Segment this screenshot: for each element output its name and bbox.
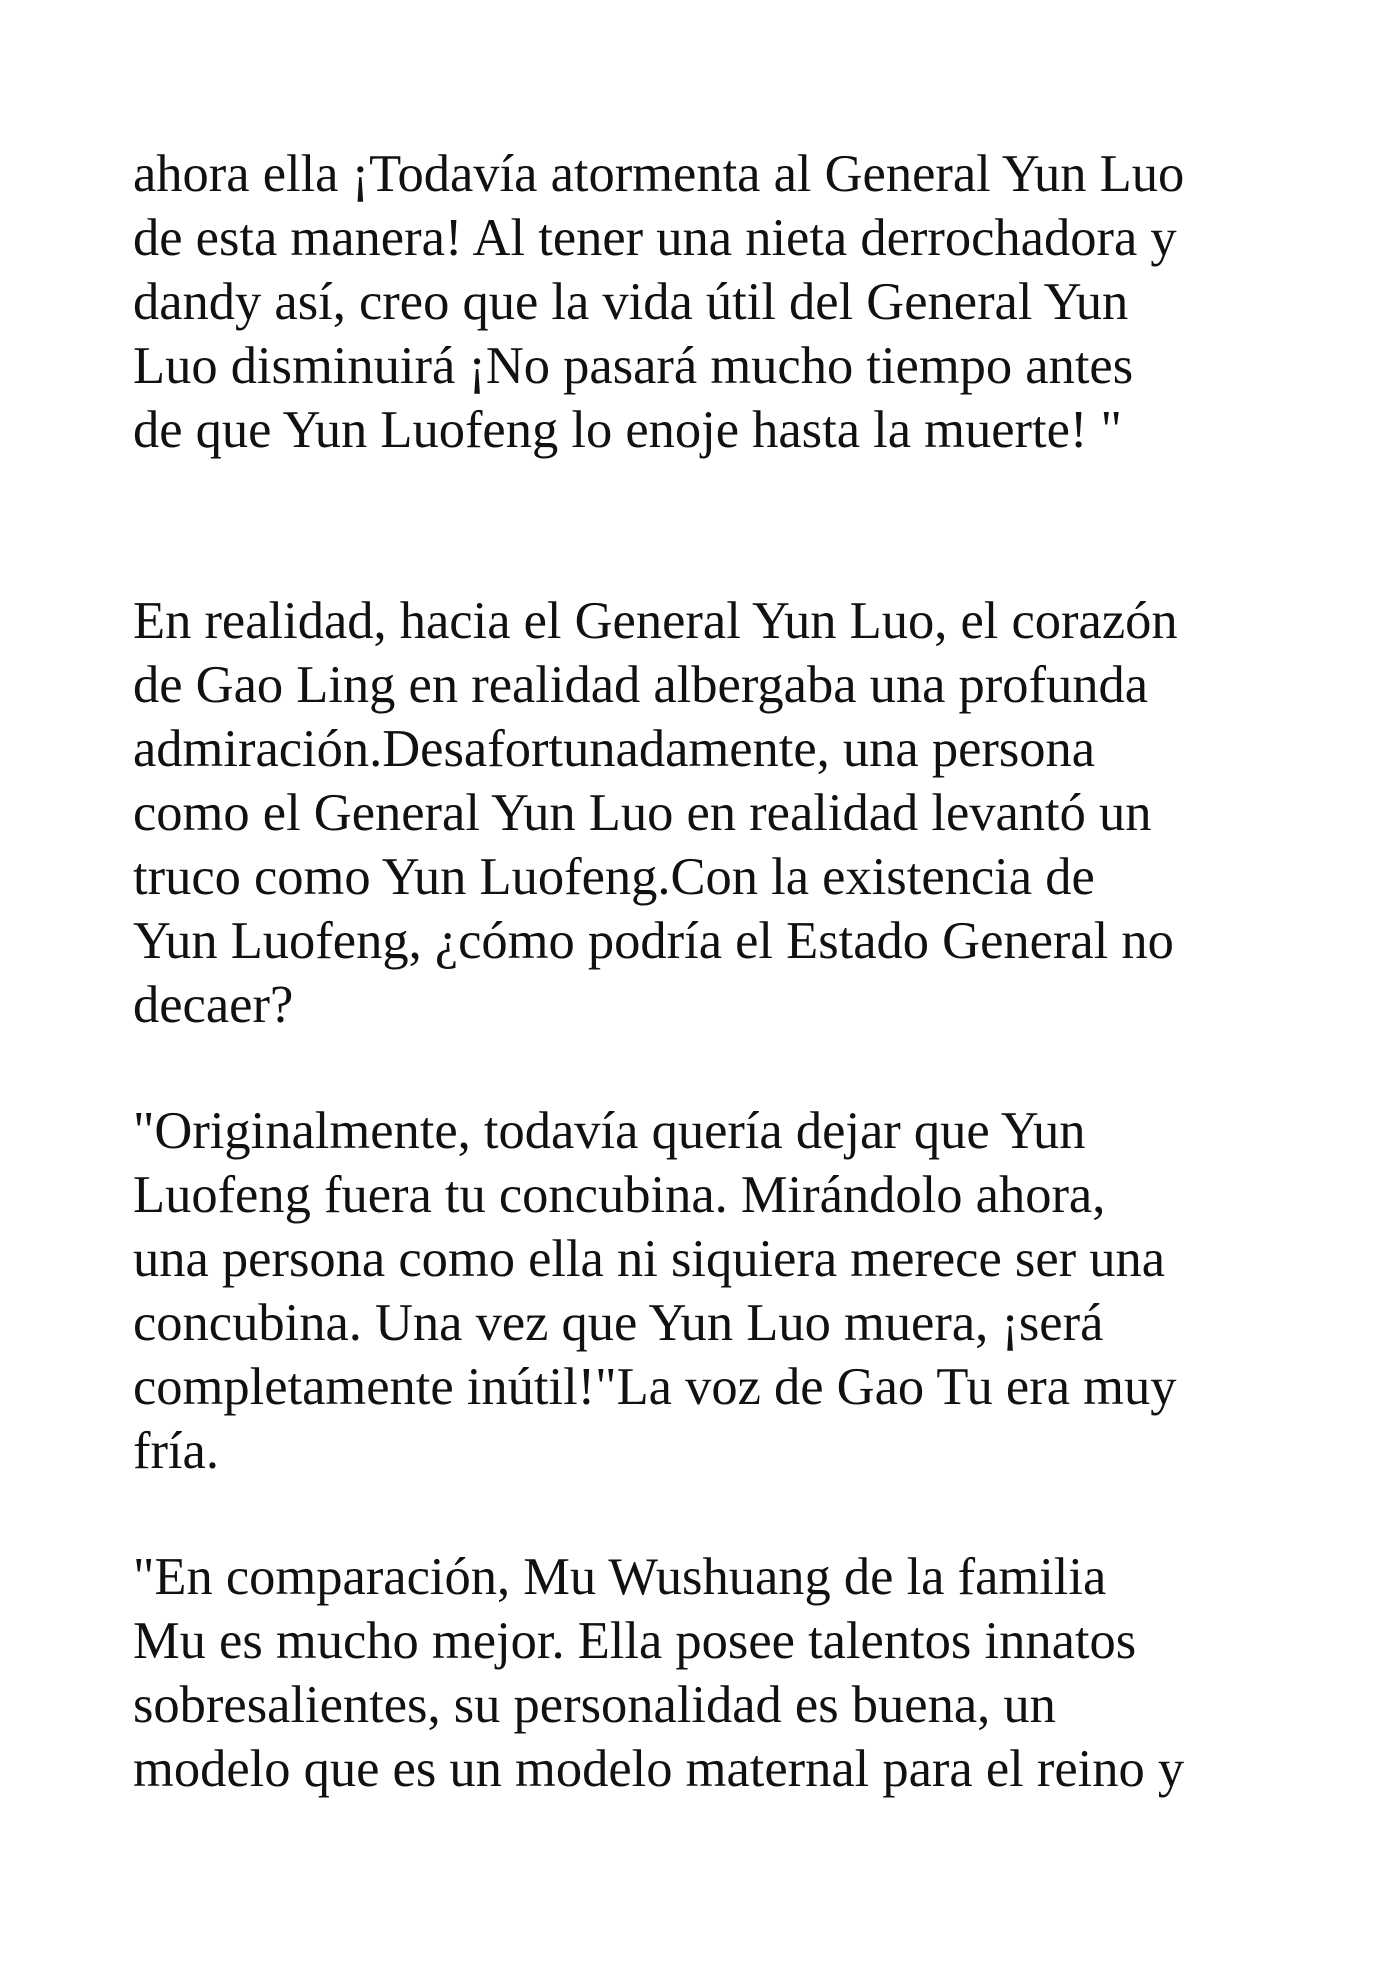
text-line: de esta manera! Al tener una nieta derrochadora y (133, 209, 1177, 267)
text-line: Luofeng fuera tu concubina. Mirándolo ahora, (133, 1166, 1106, 1224)
text-line: completamente inútil!"La voz de Gao Tu era muy (133, 1358, 1177, 1416)
text-line: dandy así, creo que la vida útil del General Yun (133, 273, 1129, 331)
text-line: de que Yun Luofeng lo enoje hasta la muerte! " (133, 401, 1122, 459)
paragraph (133, 589, 1313, 1037)
text-line: modelo que es un modelo maternal para el reino y (133, 1740, 1185, 1798)
text-line: fría. (133, 1422, 219, 1480)
text-line: "Originalmente, todavía quería dejar que Yun (133, 1102, 1086, 1160)
text-line: decaer? (133, 976, 294, 1034)
text-line: Mu es mucho mejor. Ella posee talentos innatos (133, 1612, 1137, 1670)
paragraph (133, 142, 1313, 462)
text-line: ahora ella ¡Todavía atormenta al General Yun Luo (133, 145, 1185, 203)
text-line: truco como Yun Luofeng.Con la existencia de (133, 848, 1095, 906)
text-line: "En comparación, Mu Wushuang de la familia (133, 1548, 1107, 1606)
paragraph (133, 1099, 1313, 1483)
text-line: de Gao Ling en realidad albergaba una profunda (133, 656, 1149, 714)
text-line: una persona como ella ni siquiera merece ser una (133, 1230, 1166, 1288)
text-line: Luo disminuirá ¡No pasará mucho tiempo antes (133, 337, 1134, 395)
text-line: como el General Yun Luo en realidad levantó un (133, 784, 1152, 842)
text-line: Yun Luofeng, ¿cómo podría el Estado General no (133, 912, 1174, 970)
text-line: En realidad, hacia el General Yun Luo, el corazón (133, 592, 1178, 650)
paragraph (133, 1545, 1313, 1801)
text-line: sobresalientes, su personalidad es buena, un (133, 1676, 1056, 1734)
text-line: concubina. Una vez que Yun Luo muera, ¡será (133, 1294, 1104, 1352)
text-line: admiración.Desafortunadamente, una persona (133, 720, 1096, 778)
